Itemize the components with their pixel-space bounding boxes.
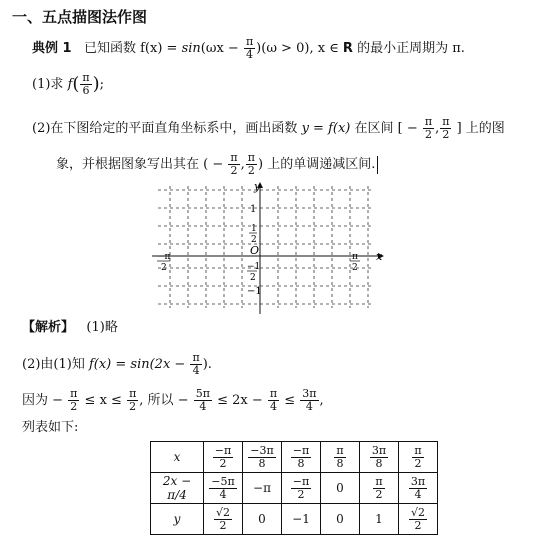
x-tick-left-den: 2 (161, 263, 167, 273)
y-tick-half-den: 2 (251, 235, 257, 245)
y-tick-mhalf-num: −1 (247, 262, 261, 272)
question-2-line-1: (2)在下图给定的平面直角坐标系中，画出函数 y = f(x) 在区间 [ − $\frac{\pi}{2}$ , $\frac{\pi}{2}$ ] 上的图 (32, 115, 505, 141)
example-label: 典例 1 (32, 41, 72, 56)
y-tick-1: 1 (250, 204, 257, 215)
table-cell: $\frac{√2}{2}$ (399, 504, 438, 535)
table-cell: 0 (321, 504, 360, 535)
table-row (151, 473, 438, 504)
table-cell: 1 (360, 504, 399, 535)
table-cell: −π (243, 473, 282, 504)
origin-label: O (250, 244, 260, 257)
solution-inequality: 因为 − $\frac{\pi}{2}$ ≤ x ≤ $\frac{\pi}{2}$ , 所以 − $\frac{5\pi}{4}$ ≤ 2x − $\frac{\pi}{4}$ ≤ $\frac{3\pi}{4}$ , (22, 387, 324, 413)
x-tick-right-den: 2 (352, 263, 358, 273)
example-frac: $\frac{\pi}{4}$ (245, 35, 254, 61)
text-caret (377, 156, 378, 174)
example-condition: (ω > 0) (261, 41, 310, 56)
coordinate-grid (150, 180, 390, 320)
table-cell: $\frac{\pi}{2}$ (399, 442, 438, 473)
table-row (151, 504, 438, 535)
solution-part-1: (1)略 (86, 320, 118, 335)
grid-lines (158, 186, 372, 308)
solution-label: 【解析】 (22, 320, 75, 335)
table-cell: $\frac{\pi}{8}$ (321, 442, 360, 473)
table-cell: 0 (243, 504, 282, 535)
solution-list-text: 列表如下: (22, 420, 79, 435)
question-2-line-2: 象，并根据图象写出其在 ( − $\frac{\pi}{2}$ , $\frac{\pi}{2}$ ) 上的单调递减区间. (56, 152, 378, 177)
y-tick-mhalf-den: 2 (250, 273, 256, 283)
solution-header (22, 318, 118, 338)
x-tick-right-num: π (352, 252, 358, 262)
table-cell: 0 (321, 473, 360, 504)
table-row-header: y (151, 504, 204, 535)
section-title: 一、五点描图法作图 (12, 8, 148, 26)
y-tick-half-num: 1 (251, 224, 257, 234)
table-row-header: 2x − π/4 (151, 473, 204, 504)
table-cell: −1 (282, 504, 321, 535)
question-1: (1)求 f( $\frac{\pi}{6}$ ); (32, 71, 105, 97)
table-cell: $\frac{-\pi}{8}$ (282, 442, 321, 473)
y-tick-m1: −1 (247, 286, 262, 297)
table-row (151, 442, 438, 473)
y-axis-label: y (254, 180, 261, 193)
table-cell: $\frac{√2}{2}$ (204, 504, 243, 535)
x-tick-left-num: −π (157, 252, 171, 262)
values-table (150, 441, 438, 535)
example-line: 典例 1 已知函数 f(x) = sin(ωx − $\frac{\pi}{4}$ )(ω > 0), x ∈ R 的最小正周期为 π. (32, 35, 465, 61)
example-arg-pre: (ωx − (200, 41, 243, 56)
table-cell: $\frac{3\pi}{8}$ (360, 442, 399, 473)
table-cell: $\frac{-5\pi}{4}$ (204, 473, 243, 504)
x-axis-label: x (376, 250, 383, 263)
solution-part-2: (2)由(1)知 f(x) = sin(2x − $\frac{\pi}{4}$ ). (22, 351, 212, 377)
example-sin: sin (181, 41, 201, 56)
table-row-header: x (151, 442, 204, 473)
table-cell: $\frac{-\pi}{2}$ (282, 473, 321, 504)
table-cell: $\frac{\pi}{2}$ (360, 473, 399, 504)
example-period: 的最小正周期为 π. (352, 41, 465, 56)
table-cell: $\frac{-\pi}{2}$ (204, 442, 243, 473)
table-cell: $\frac{3\pi}{4}$ (399, 473, 438, 504)
table-cell: $\frac{-3\pi}{8}$ (243, 442, 282, 473)
example-intro: 已知函数 f(x) = (83, 41, 182, 56)
